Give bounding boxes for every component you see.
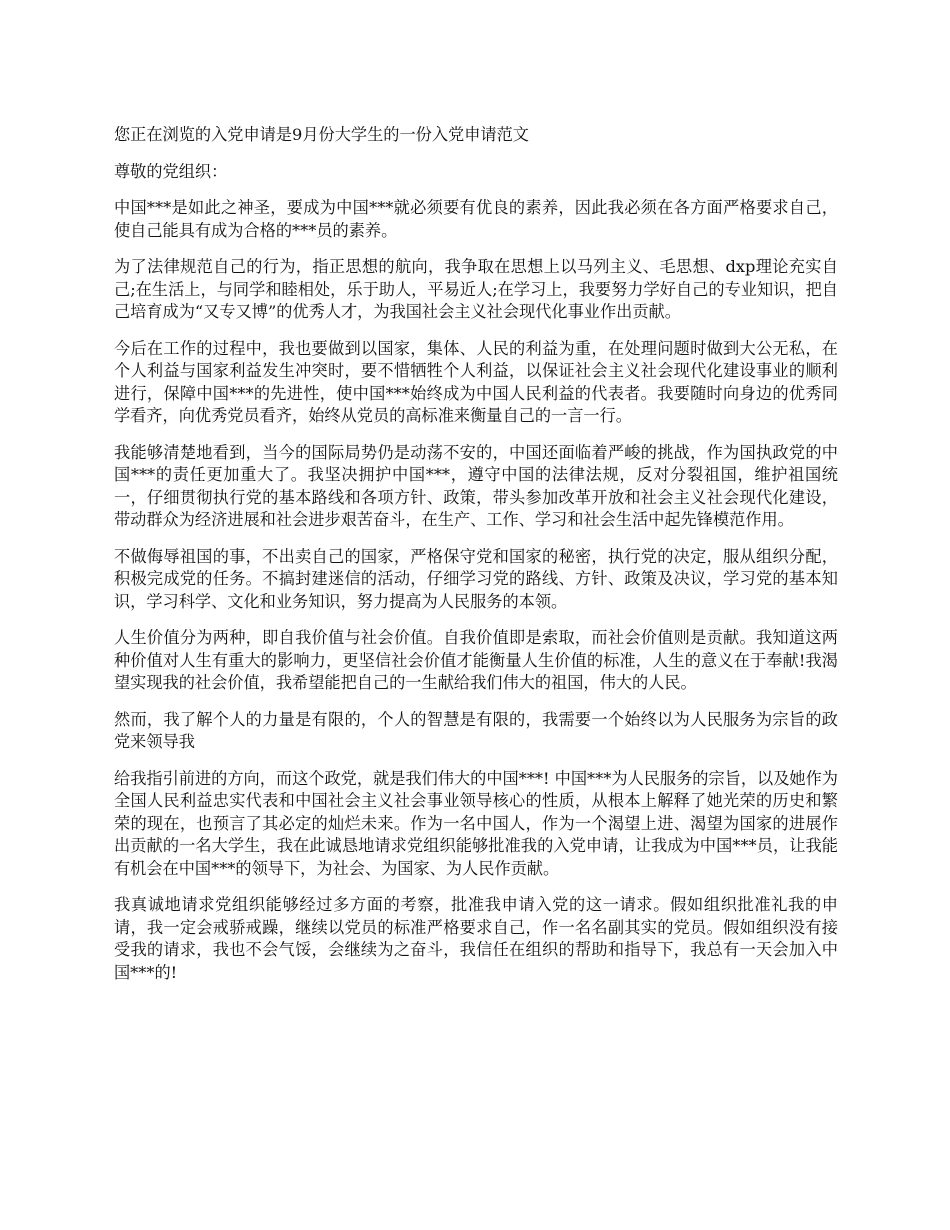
paragraph-1: 中国***是如此之神圣，要成为中国***就必须要有优良的素养，因此我必须在各方面严格要求自己，使自己能具有成为合格的***员的素养。: [114, 198, 838, 240]
document-body: [114, 124, 838, 998]
paragraph-3: 今后在工作的过程中，我也要做到以国家，集体、人民的利益为重，在处理问题时做到大公无私，在个人利益与国家利益发生冲突时，要不惜牺牲个人利益，以保证社会主义社会现代化建设事业的顺利进行，保障中国***的先进性，使中国***始终成为中国人民利益的代表者。我要随时向身边的优秀同学看齐，向优秀党员看齐，始终从党员的高标准来衡量自己的一言一行。: [114, 338, 838, 425]
intro-line: 您正在浏览的入党申请是9月份大学生的一份入党申请范文: [114, 125, 529, 144]
paragraph-6: 人生价值分为两种，即自我价值与社会价值。自我价值即是索取，而社会价值则是贡献。我知道这两种价值对人生有重大的影响力，更坚信社会价值才能衡量人生价值的标准，人生的意义在于奉献!我渴望实现我的社会价值，我希望能把自己的一生献给我们伟大的祖国，伟大的人民。: [114, 628, 838, 692]
paragraph-4: 我能够清楚地看到，当今的国际局势仍是动荡不安的，中国还面临着严峻的挑战，作为国执政党的中国***的责任更加重大了。我坚决拥护中国***，遵守中国的法律法规，反对分裂祖国，维护祖国统一，仔细贯彻执行党的基本路线和各项方针、政策，带头参加改革开放和社会主义社会现代化建设，带动群众为经济进展和社会进步艰苦奋斗，在生产、工作、学习和社会生活中起先锋模范作用。: [114, 442, 838, 529]
salutation: 尊敬的党组织：: [114, 161, 228, 181]
paragraph-5: 不做侮辱祖国的事，不出卖自己的国家，严格保守党和国家的秘密，执行党的决定，服从组织分配，积极完成党的任务。不搞封建迷信的活动，仔细学习党的路线、方针、政策及决议，学习党的基本知识，学习科学、文化和业务知识，努力提高为人民服务的本领。: [114, 546, 838, 611]
paragraph-8: 给我指引前进的方向，而这个政党，就是我们伟大的中国***! 中国***为人民服务的宗旨，以及她作为全国人民利益忠实代表和中国社会主义社会事业领导核心的性质，从根本上解释了她光荣的历史和繁荣的现在，也预言了其必定的灿烂未来。作为一名中国人，作为一个渴望上进、渴望为国家的进展作出贡献的一名大学生，我在此诚恳地请求党组织能够批准我的入党申请，让我成为中国***员，让我能有机会在中国***的领导下，为社会、为国家、为人民作贡献。: [114, 768, 838, 878]
paragraph-7: 然而，我了解个人的力量是有限的，个人的智慧是有限的，我需要一个始终以为人民服务为宗旨的政党来领导我: [114, 709, 838, 751]
paragraph-2: 为了法律规范自己的行为，指正思想的航向，我争取在思想上以马列主义、毛思想、dxp理论充实自己;在生活上，与同学和睦相处，乐于助人，平易近人;在学习上，我要努力学好自己的专业知识，把自己培育成为“又专又博”的优秀人才，为我国社会主义社会现代化事业作出贡献。: [114, 257, 838, 321]
paragraph-9: 我真诚地请求党组织能够经过多方面的考察，批准我申请入党的这一请求。假如组织批准礼我的申请，我一定会戒骄戒躁，继续以党员的标准严格要求自己，作一名名副其实的党员。假如组织没有接受我的请求，我也不会气馁，会继续为之奋斗，我信任在组织的帮助和指导下，我总有一天会加入中国***的!: [114, 895, 838, 982]
